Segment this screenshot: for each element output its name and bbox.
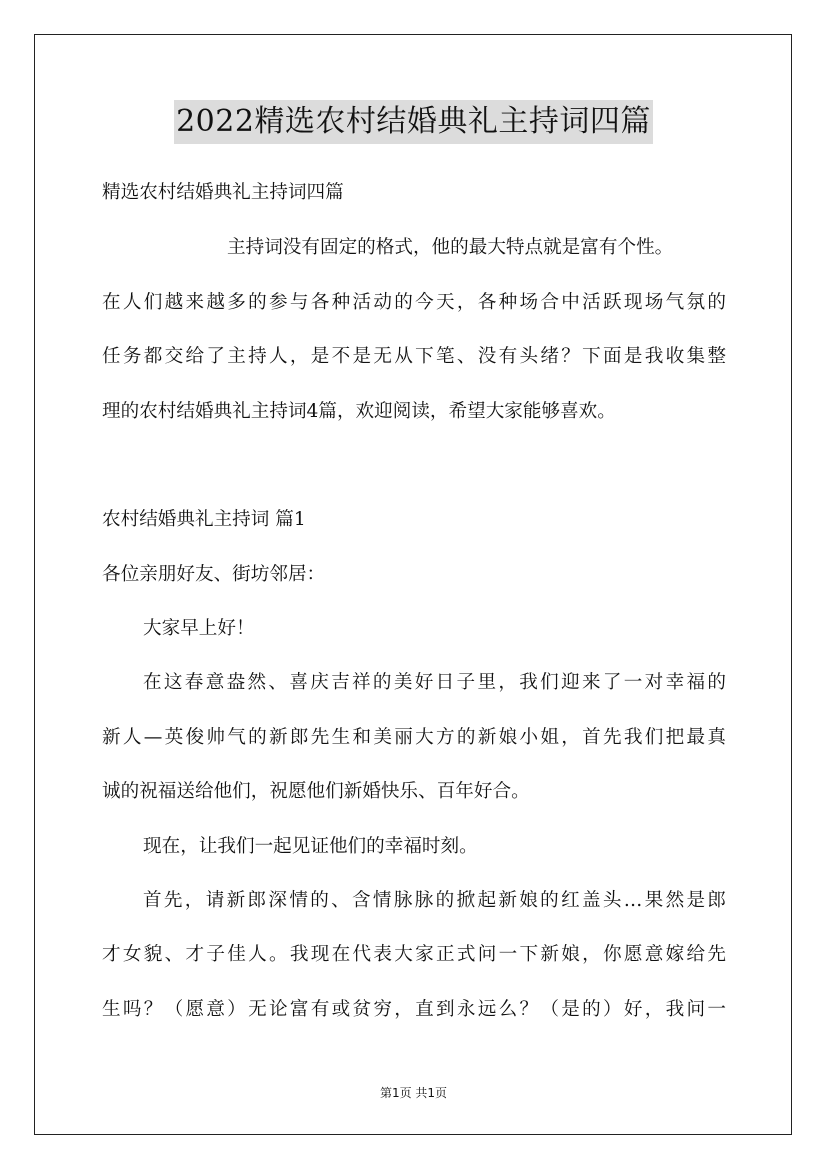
document-subtitle: 精选农村结婚典礼主持词四篇 (102, 182, 344, 203)
body-line-2: 在这春意盎然、喜庆吉祥的美好日子里，我们迎来了一对幸福的 (143, 672, 726, 693)
section-heading: 农村结婚典礼主持词 篇1 (102, 509, 306, 530)
body-line-8: 生吗？（愿意）无论富有或贫穷，直到永远么？（是的）好，我问一 (102, 999, 726, 1020)
intro-line-3: 任务都交给了主持人，是不是无从下笔、没有头绪？下面是我收集整 (102, 346, 726, 367)
body-line-4: 诚的祝福送给他们，祝愿他们新婚快乐、百年好合。 (102, 781, 530, 802)
greeting: 各位亲朋好友、街坊邻居： (102, 564, 326, 585)
title-wrap (0, 100, 827, 144)
body-line-7: 才女貌、才子佳人。我现在代表大家正式问一下新娘，你愿意嫁给先 (102, 944, 726, 965)
page-footer: 第1页 共1页 (379, 1086, 448, 1100)
body-line-5: 现在，让我们一起见证他们的幸福时刻。 (143, 836, 478, 857)
intro-line-1: 主持词没有固定的格式，他的最大特点就是富有个性。 (227, 237, 674, 258)
body-line-1: 大家早上好！ (143, 618, 255, 639)
intro-line-2: 在人们越来越多的参与各种活动的今天，各种场合中活跃现场气氛的 (102, 292, 726, 313)
intro-line-4: 理的农村结婚典礼主持词4篇，欢迎阅读，希望大家能够喜欢。 (102, 401, 616, 422)
body-line-6: 首先，请新郎深情的、含情脉脉的掀起新娘的红盖头…果然是郎 (143, 890, 726, 911)
body-line-3: 新人—英俊帅气的新郎先生和美丽大方的新娘小姐，首先我们把最真 (102, 727, 726, 748)
document-title: 2022精选农村结婚典礼主持词四篇 (174, 100, 653, 144)
